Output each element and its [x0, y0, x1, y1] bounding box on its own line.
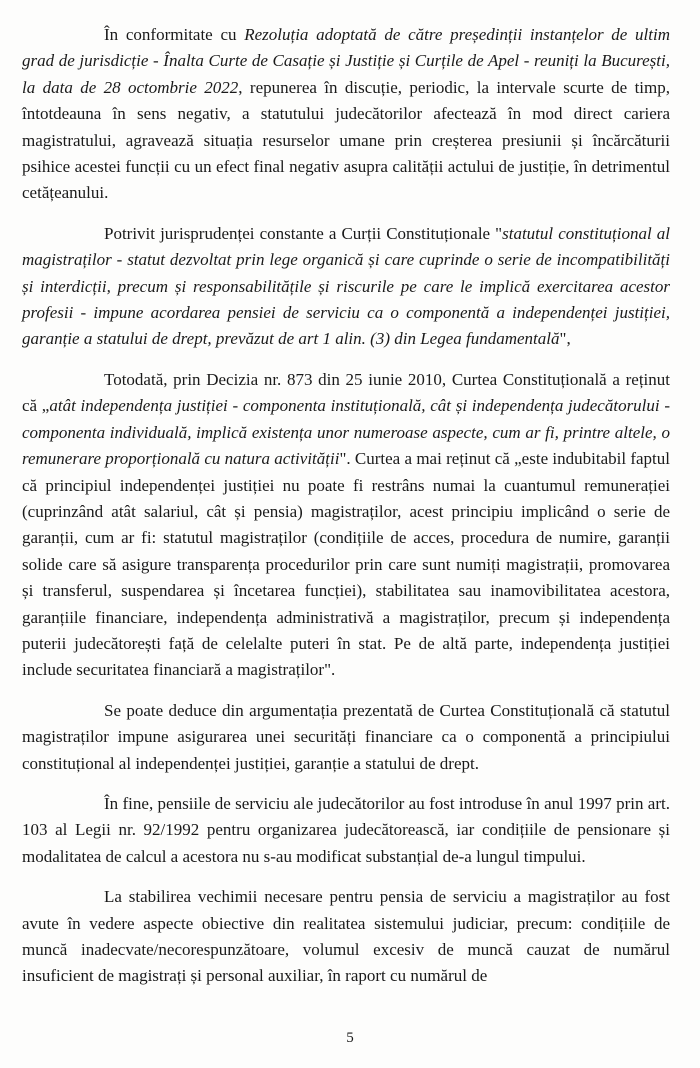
paragraph-3-quote: atât independența justiției - componenta instituțională, cât și independența judecătorului - componenta individuală, implică existența unor numeroase aspecte, cum ar fi, printre altele, o remunerare proporțională cu natura activității	[22, 396, 670, 469]
paragraph-2-text-end: ",	[559, 329, 571, 349]
paragraph-3-text-end: ". Curtea a mai reținut că „este indubitabil faptul că principiul independenței justiției nu poate fi restrâns numai la cuantumul remunerației (cuprinzând atât salariul, cât și pensia) magistraților, acest principiu implicând o serie de garanții, cum ar fi: statutul magistraților (condițiile de acces, procedura de numire, garanții solide care să asigure transparența procedurilor prin care sunt numiți magistrații, promovarea și transferul, suspendarea și încetarea funcției), stabilitatea sau inamovibilitatea acestora, garanțiile financiare, independența administrativă a magistraților, precum și independența puterii judecătorești față de celelalte puteri în stat. Pe de altă parte, independența justiției include securitatea financiară a magistraților".	[22, 449, 670, 680]
paragraph-1	[22, 22, 670, 207]
paragraph-1-quote: Rezoluția adoptată de către președinții instanțelor de ultim grad de jurisdicție - Înalta Curte de Casație și Justiție și Curțile de Apel - reuniți la București, la data de 28 octombrie 2022	[22, 25, 670, 97]
paragraph-4	[22, 698, 670, 777]
paragraph-1-text-end: , repunerea în discuție, periodic, la intervale scurte de timp, întotdeauna în sens negativ, a statutului judecătorilor afectează în mod direct cariera magistratului, agravează situația resurselor umane prin creșterea presiunii și încărcăturii psihice acestei funcții cu un efect final negativ asupra calității actului de justiție, în detrimentul cetățeanului.	[22, 77, 671, 203]
paragraph-5	[22, 791, 670, 870]
paragraph-6	[22, 884, 670, 990]
paragraph-1-text: În conformitate cu	[104, 25, 245, 44]
paragraph-3	[22, 367, 670, 684]
paragraph-2	[22, 221, 670, 353]
paragraph-2-quote: statutul constituțional al magistraților - statut dezvoltat prin lege organică și care cuprinde o serie de incompatibilități și interdicții, precum și responsabilitățile și riscurile pe care le implică exercitarea acestor profesii - impune acordarea pensiei de serviciu ca o componentă a independenței justiției, garanție a statului de drept, prevăzut de art 1 alin. (3) din Legea fundamentală	[22, 223, 671, 349]
paragraph-4-text: Se poate deduce din argumentația prezentată de Curtea Constituțională că statutul magistraților impune asigurarea unei securități financiare ca o componentă a principiului constituțional al independenței justiției, garanție a statului de drept.	[22, 700, 670, 773]
paragraph-2-text: Potrivit jurisprudenței constante a Curții Constituționale "	[104, 223, 503, 243]
page-number: 5	[346, 1030, 354, 1046]
paragraph-3-text: Totodată, prin Decizia nr. 873 din 25 iunie 2010, Curtea Constituțională a reținut că „	[22, 369, 670, 416]
paragraph-6-text: La stabilirea vechimii necesare pentru pensia de serviciu a magistraților au fost avute în vedere aspecte obiective din realitatea sistemului judiciar, precum: condițiile de muncă inadecvate/necorespunzătoare, volumul excesiv de muncă cauzat de numărul insuficient de magistrați și personal auxiliar, în raport cu numărul de	[22, 887, 670, 986]
body-text	[22, 22, 670, 990]
paragraph-5-text: În fine, pensiile de serviciu ale judecătorilor au fost introduse în anul 1997 prin art. 103 al Legii nr. 92/1992 pentru organizarea judecătorească, iar condițiile de pensionare și modalitatea de calcul a acestora nu s-au modificat substanțial de-a lungul timpului.	[22, 793, 670, 866]
